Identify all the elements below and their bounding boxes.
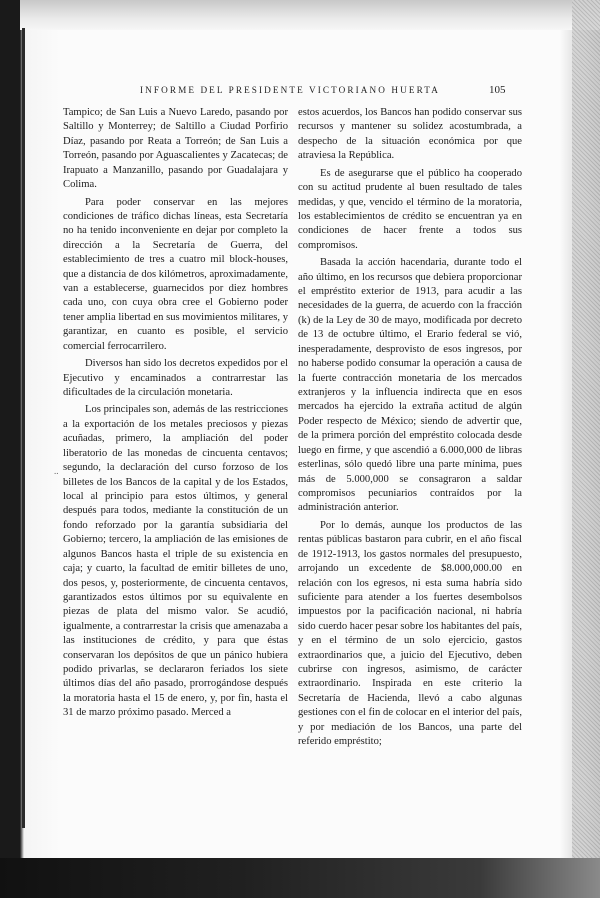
page-number: 105	[489, 84, 506, 96]
paragraph: Por lo demás, aunque los productos de las rentas públicas bastaron para cubrir, en el año fiscal de 1912-1913, los gastos normales del presupuesto, arrojando un excedente de $8.000,000.00 en relación con los egresos, ni esta suma habría sido suficiente para atender a los fuertes desembolsos impuestos por la pacificación nacional, ni habría sido cuerdo hacer pesar sobre los habitantes del país, y en el término de un solo ejercicio, gastos extraordinarios que, a juicio del Ejecutivo, deben cubrirse con ingresos, asimismo, de carácter extraordinario. Inspirada en este criterio la Secretaría de Hacienda, llevó a cabo algunas gestiones con el fin de colocar en el interior del país, y por mediación de los Bancos, una parte del referido empréstito;	[298, 519, 522, 748]
running-title: INFORME DEL PRESIDENTE VICTORIANO HUERTA	[140, 85, 440, 95]
binding-edge	[22, 28, 25, 828]
paragraph: Diversos han sido los decretos expedidos por el Ejecutivo y encaminados a contrarrestar las dificultades de la circulación monetaria.	[63, 358, 288, 399]
paragraph: Basada la acción hacendaria, durante todo el año último, en los recursos que debiera proporcionar el empréstito exterior de 1913, para acudir a las necesidades de la guerra, de acuerdo con la fracción (k) de la Ley de 30 de mayo, modificada por decreto de 13 de octubre último, el Erario federal se vió, inesperadamente, desprovisto de esos ingresos, por no haberse podido consumar la operación a causa de la fuerte contracción monetaria de los mercados extranjeros y la influencia indirecta que en esos mercados ha ejercido la extraña actitud de algún Poder respecto de México; siendo de advertir que, de la primera porción del empréstito colocada desde luego en firme, y que ascendió a 6.000,000 de libras esterlinas, sólo quedó libre una parte mínima, pues más de 5.000,000 se consagraron a saldar compromisos pecuniarios contraídos por la administración anterior.	[298, 257, 522, 514]
margin-mark: ..	[54, 466, 59, 476]
paragraph: Los principales son, además de las restricciones a la exportación de los metales preciosos y piezas acuñadas, primero, la ampliación del poder liberatorio de las monedas de cincuenta centavos; segundo, la declaración del curso forzoso de los billetes de los Bancos de la capital y de los Estados, local al principio para estos últimos, y general después para todos, mediante la constitución de un fondo reforzado por la garantía subsidiaria del Gobierno; tercero, la ampliación de las emisiones de algunos Bancos hasta el triple de su existencia en caja; y cuarto, la facultad de emitir billetes de uno, dos pesos, y, posteriormente, de cincuenta centavos, garantizados estos últimos por su equivalente en piezas de plata del mismo valor. Se acudió, igualmente, a contrarrestar la crisis que amenazaba a las instituciones de crédito, y para que éstas conservaran los depósitos de que un pánico hubiera podido privarlas, se declararon feriados los siete últimos días del año pasado, prorrogándose después la moratoria hasta el 15 de enero, y, por fin, hasta el 31 de marzo próximo pasado. Merced a	[63, 404, 288, 719]
left-column	[63, 106, 288, 721]
page-top-shadow	[20, 0, 600, 30]
page-right-shadow	[572, 0, 600, 898]
paragraph: Es de asegurarse que el público ha cooperado con su actitud prudente al buen resultado de tales medidas, y que, vencido el término de la moratoria, los establecimientos de crédito se encuentran ya en condiciones de hacer frente a todos sus compromisos.	[298, 167, 522, 251]
paragraph: Para poder conservar en las mejores condiciones de tráfico dichas líneas, esta Secretaría no ha tenido inconveniente en dejar por completo la dirección a la Secretaría de Guerra, del establecimiento de tres a cuatro mil block-houses, que a distancia de dos kilómetros, aproximadamente, van a establecerse, guarnecidos por diez hombres cada uno, con cuya obra cree el Gobierno poder tener amplia libertad en sus movimientos militares, y garantizar, en cuanto es posible, el servicio comercial ferrocarrilero.	[63, 196, 288, 352]
right-column	[298, 106, 522, 750]
paragraph: estos acuerdos, los Bancos han podido conservar sus recursos y mantener su solidez acostumbrada, a despecho de la situación económica por que atraviesa la República.	[298, 107, 522, 162]
paragraph: Tampico; de San Luis a Nuevo Laredo, pasando por Saltillo y Monterrey; de Saltillo a Ciudad Porfirio Díaz, pasando por Reata a Torreón; de San Luis a Torreón, pasando por Aguascalientes y Zacatecas; de Irapuato a Manzanillo, pasando por Guadalajara y Colima.	[63, 107, 288, 191]
page-bottom-shadow	[0, 858, 600, 898]
